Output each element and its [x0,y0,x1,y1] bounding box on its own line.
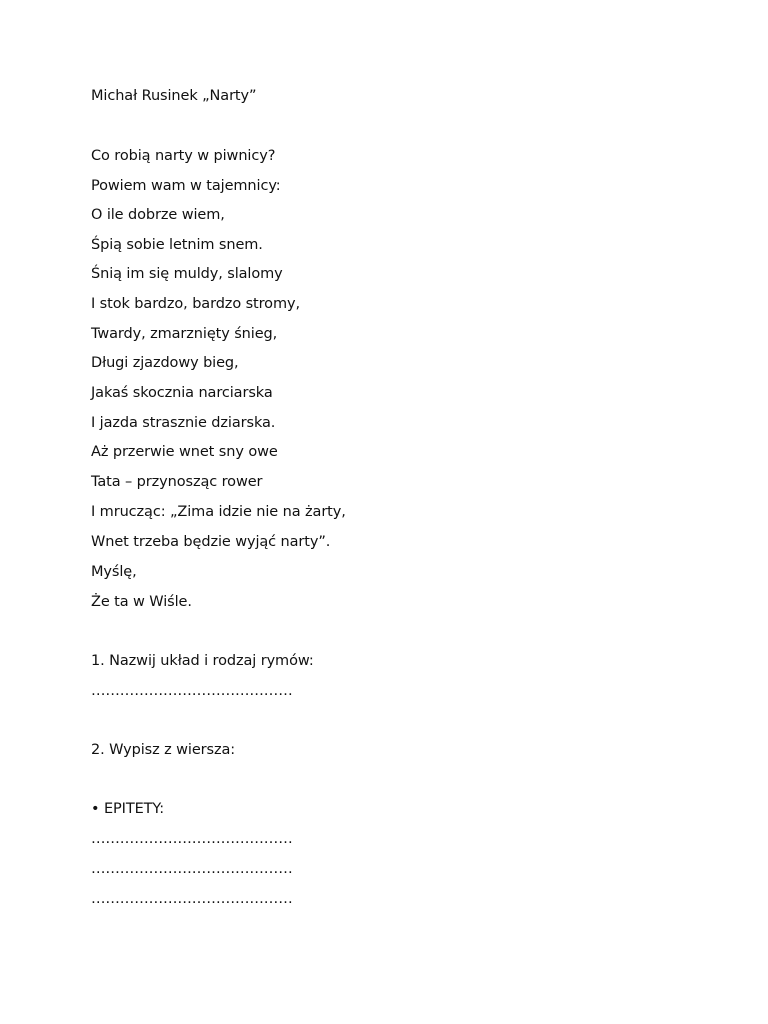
task-1-answer-line: …………………………………… [91,683,293,699]
task-2-subheading: • EPITETY: [91,801,165,817]
poem-line: Myślę, [91,564,137,580]
task-2-answer-line: …………………………………… [91,831,293,847]
poem-line: Śnią im się muldy, slalomy [91,266,283,282]
poem-line: Wnet trzeba będzie wyjąć narty”. [91,534,331,550]
task-2-answer-line: …………………………………… [91,891,293,907]
poem-line: Długi zjazdowy bieg, [91,355,239,371]
poem-line: I mrucząc: „Zima idzie nie na żarty, [91,504,346,520]
poem-line: O ile dobrze wiem, [91,207,225,223]
poem-line: I stok bardzo, bardzo stromy, [91,296,300,312]
poem-line: Aż przerwie wnet sny owe [91,444,278,460]
poem-line: Powiem wam w tajemnicy: [91,178,281,194]
poem-line: Twardy, zmarznięty śnieg, [91,326,278,342]
poem-line: Że ta w Wiśle. [91,594,192,610]
poem-line: Jakaś skocznia narciarska [91,385,273,401]
poem-line: Tata – przynosząc rower [91,474,263,490]
task-2-question: 2. Wypisz z wiersza: [91,742,236,758]
poem-title: Michał Rusinek „Narty” [91,88,257,104]
poem-line: I jazda strasznie dziarska. [91,415,276,431]
task-1-question: 1. Nazwij układ i rodzaj rymów: [91,653,314,669]
task-2-answer-line: …………………………………… [91,861,293,877]
poem-line: Śpią sobie letnim snem. [91,237,263,253]
poem-line: Co robią narty w piwnicy? [91,148,276,164]
